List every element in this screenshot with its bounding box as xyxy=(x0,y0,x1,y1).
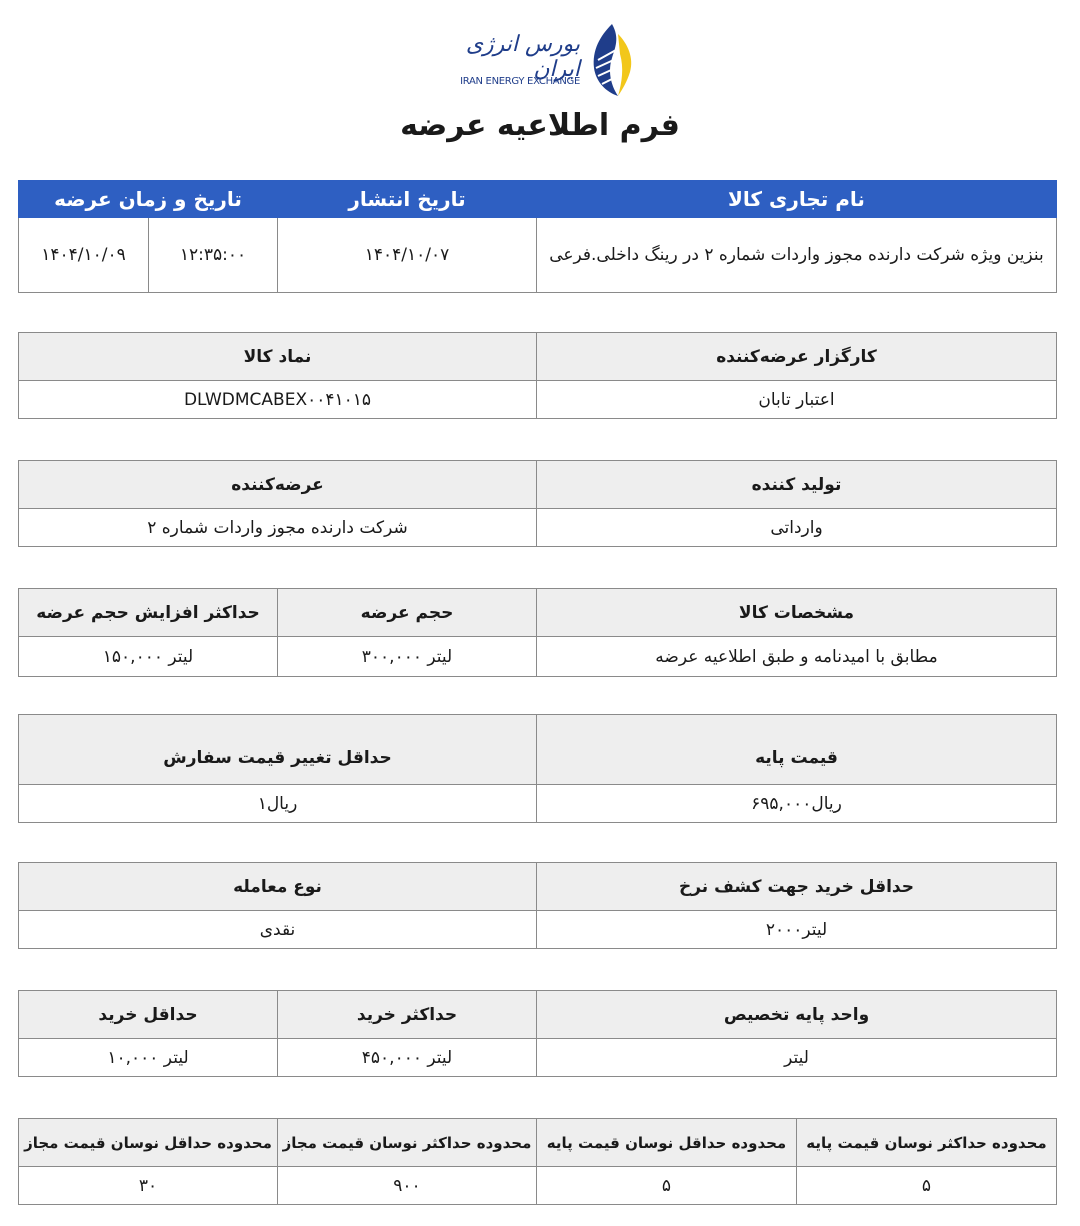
min-purchase-discovery-header: حداقل خرید جهت کشف نرخ xyxy=(537,863,1057,911)
max-allowed-fluct-header: محدوده حداکثر نوسان قیمت مجاز xyxy=(278,1119,537,1167)
min-allowed-fluct-value: ۳۰ xyxy=(19,1167,278,1205)
volume-value: لیتر ۳۰۰,۰۰۰ xyxy=(278,637,537,677)
offer-datetime-header: تاریخ و زمان عرضه xyxy=(19,181,278,218)
allocation-unit-value: لیتر xyxy=(537,1039,1057,1077)
specs-header: مشخصات کالا xyxy=(537,589,1057,637)
trade-type-header: نوع معامله xyxy=(19,863,537,911)
max-purchase-header: حداکثر خرید xyxy=(278,991,537,1039)
allocation-unit-header: واحد پایه تخصیص xyxy=(537,991,1057,1039)
min-base-fluct-value: ۵ xyxy=(537,1167,797,1205)
min-purchase-value: لیتر ۱۰,۰۰۰ xyxy=(19,1039,278,1077)
base-price-value: ریال۶۹۵,۰۰۰ xyxy=(537,785,1057,823)
supplier-header: عرضه‌کننده xyxy=(19,461,537,509)
price-table xyxy=(18,714,1057,823)
publish-date-header: تاریخ انتشار xyxy=(278,181,537,218)
max-base-fluct-value: ۵ xyxy=(797,1167,1057,1205)
max-increase-header: حداکثر افزایش حجم عرضه xyxy=(19,589,278,637)
min-base-fluct-header: محدوده حداقل نوسان قیمت پایه xyxy=(537,1119,797,1167)
fluctuation-range-table xyxy=(18,1118,1057,1205)
base-price-header: قیمت پایه xyxy=(537,715,1057,785)
max-base-fluct-header: محدوده حداکثر نوسان قیمت پایه xyxy=(797,1119,1057,1167)
purchase-limits-table xyxy=(18,990,1057,1077)
broker-value: اعتبار تابان xyxy=(537,381,1057,419)
logo-name-fa: بورس انرژی ایران xyxy=(465,32,580,82)
page-title: فرم اطلاعیه عرضه xyxy=(400,108,680,143)
commodity-name-value: بنزین ویژه شرکت دارنده مجوز واردات شماره ۲ در رینگ داخلی.فرعی xyxy=(537,218,1057,293)
producer-header: تولید کننده xyxy=(537,461,1057,509)
min-allowed-fluct-header: محدوده حداقل نوسان قیمت مجاز xyxy=(19,1119,278,1167)
iran-energy-exchange-logo xyxy=(440,18,640,100)
logo-name-en: IRAN ENERGY EXCHANGE xyxy=(460,76,580,87)
supplier-value: شرکت دارنده مجوز واردات شماره ۲ xyxy=(19,509,537,547)
min-purchase-discovery-value: لیتر۲۰۰۰ xyxy=(537,911,1057,949)
volume-header: حجم عرضه xyxy=(278,589,537,637)
min-price-change-header: حداقل تغییر قیمت سفارش xyxy=(19,715,537,785)
max-allowed-fluct-value: ۹۰۰ xyxy=(278,1167,537,1205)
specs-value: مطابق با امیدنامه و طبق اطلاعیه عرضه xyxy=(537,637,1057,677)
commodity-header-table xyxy=(18,180,1057,293)
max-purchase-value: لیتر ۴۵۰,۰۰۰ xyxy=(278,1039,537,1077)
commodity-name-header: نام تجاری کالا xyxy=(537,181,1057,218)
trade-type-table xyxy=(18,862,1057,949)
broker-header: کارگزار عرضه‌کننده xyxy=(537,333,1057,381)
publish-date-value: ۱۴۰۴/۱۰/۰۷ xyxy=(278,218,537,293)
trade-type-value: نقدی xyxy=(19,911,537,949)
offer-time-value: ۱۲:۳۵:۰۰ xyxy=(149,218,278,293)
symbol-value: DLWDMCABEX۰۰۴۱۰۱۵ xyxy=(19,381,537,419)
document-header xyxy=(0,0,1080,160)
specs-volume-table xyxy=(18,588,1057,677)
min-purchase-header: حداقل خرید xyxy=(19,991,278,1039)
producer-value: وارداتی xyxy=(537,509,1057,547)
max-increase-value: لیتر ۱۵۰,۰۰۰ xyxy=(19,637,278,677)
broker-symbol-table xyxy=(18,332,1057,419)
min-price-change-value: ریال۱ xyxy=(19,785,537,823)
producer-supplier-table xyxy=(18,460,1057,547)
flame-emblem-icon xyxy=(582,20,636,98)
offer-date-value: ۱۴۰۴/۱۰/۰۹ xyxy=(19,218,149,293)
symbol-header: نماد کالا xyxy=(19,333,537,381)
